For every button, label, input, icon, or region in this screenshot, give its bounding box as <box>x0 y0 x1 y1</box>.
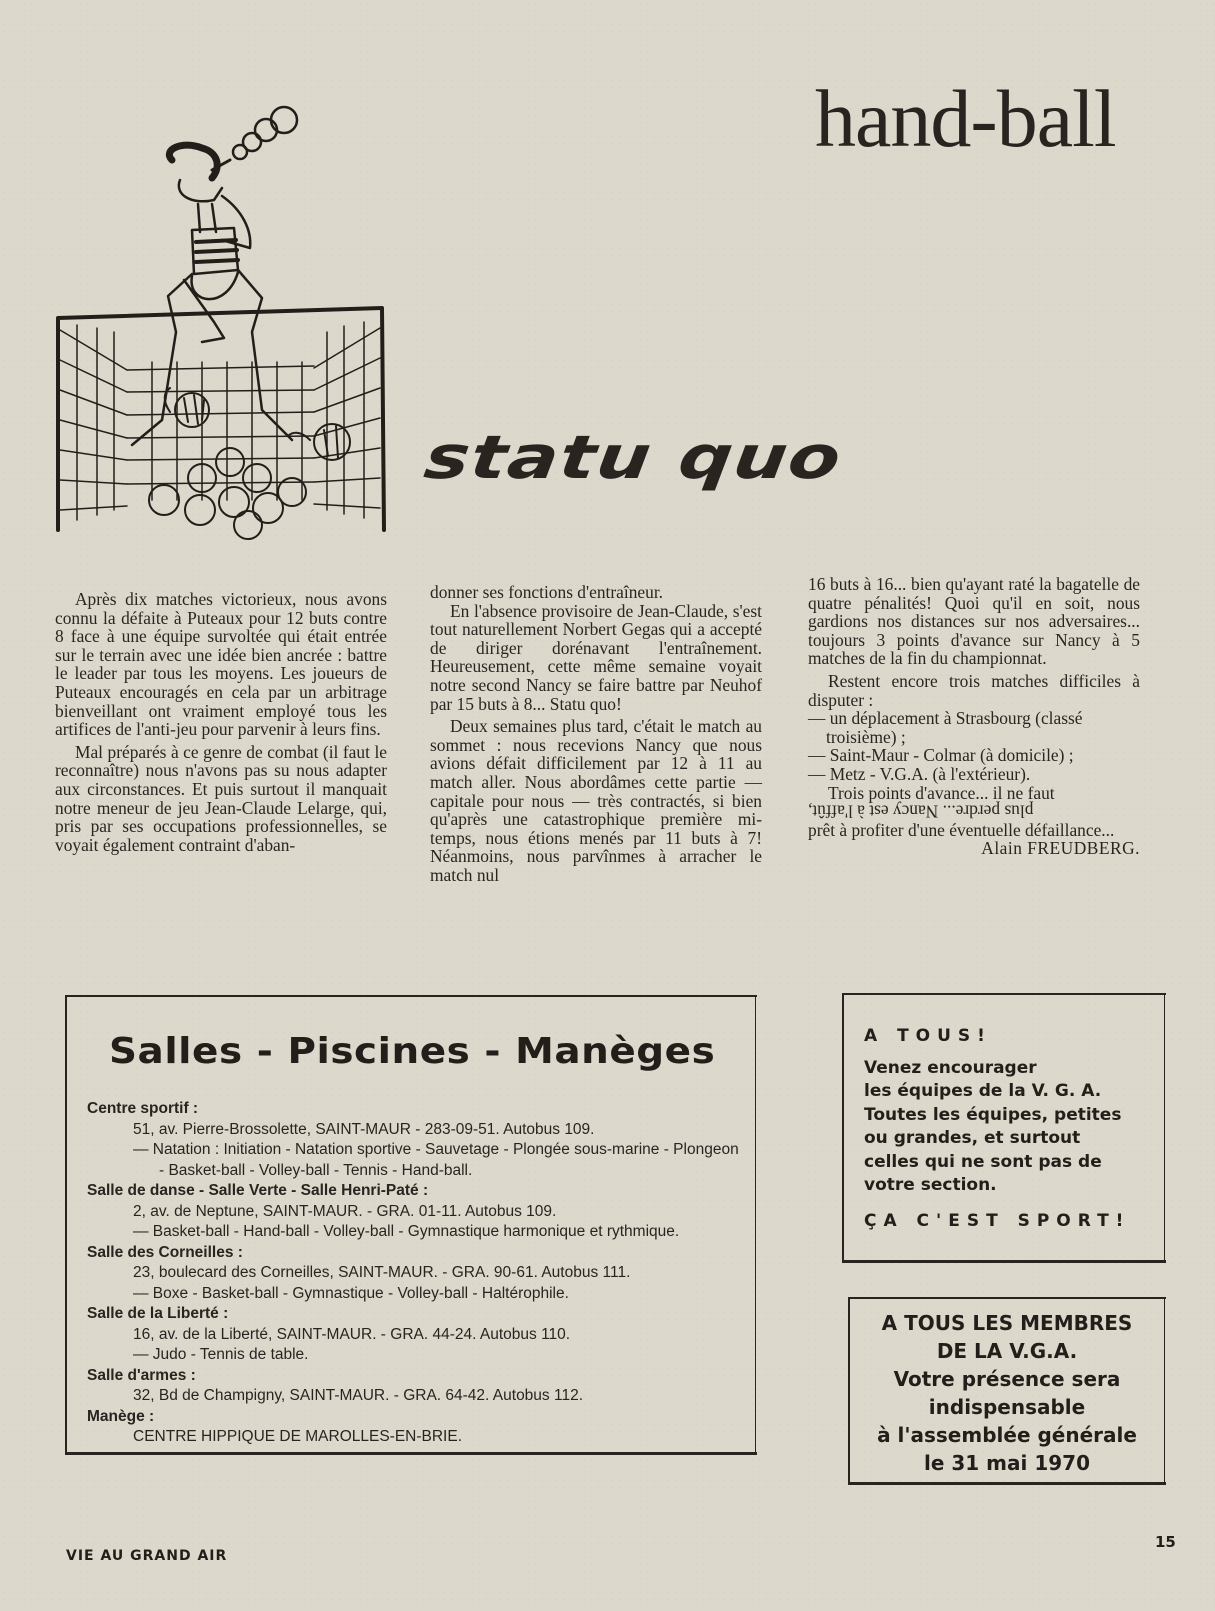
box-border-bottom <box>844 1260 1166 1263</box>
article-paragraph: Après dix matches victorieux, nous avons connu la défaite à Puteaux pour 12 buts contre 8 face à une équipe survoltée qui était entrée sur le terrain avec une idée bien ancrée : battre le leader par tous les moyens. Les joueurs de Puteaux encouragés en cela par un arbitrage bienveillant ont vraiment employé tous les artifices de l'anti-jeu pour parvenir à leurs fins. <box>55 589 387 740</box>
notice-line: celles qui ne sont pas de <box>864 1151 1102 1172</box>
notice-line: votre section. <box>864 1175 997 1195</box>
box-border-top <box>842 993 1166 995</box>
article-column-2 <box>430 583 762 885</box>
notice-line: à l'assemblée générale <box>877 1423 1137 1447</box>
remaining-match: — un déplacement à Strasbourg (classé troisième) ; <box>808 708 1083 747</box>
article-paragraph: 16 buts à 16... bien qu'ayant raté la bagatelle de quatre pénalités! Quoi qu'il en soit, nous gardions nos distances sur nos adversaires... toujours 3 points d'avance sur Nancy à 5 matches de la fin du championnat. <box>808 574 1140 669</box>
article-paragraph: En l'absence provisoire de Jean-Claude, s'est tout naturellement Norbert Gegas qui a accepté de diriger dorénavant l'entraînement. Heureusement, cette même semaine voyait notre second Nancy se faire battre par Neuhof par 15 buts à 8... Statu quo! <box>430 600 762 714</box>
venue-address: 32, Bd de Champigny, SAINT-MAUR. - GRA. 64-42. Autobus 112. <box>133 1387 583 1404</box>
venue-name: Salle d'armes : <box>87 1366 196 1384</box>
article-paragraph: Mal préparés à ce genre de combat (il faut le reconnaître) nous n'avons pas su nous adapter aux circonstances. Et puis surtout il manquait notre meneur de jeu Jean-Claude Lelarge, qui, pris par ses occupations professionnelles, se voyait également contraint d'aban- <box>55 741 387 855</box>
notice-line: DE LA V.G.A. <box>936 1339 1078 1363</box>
venue-address: 51, av. Pierre-Brossolette, SAINT-MAUR - 283-09-51. Autobus 109. <box>133 1120 595 1138</box>
article-paragraph: Trois points d'avance... il ne faut <box>828 782 1055 803</box>
player-figure <box>132 107 297 445</box>
venue <box>87 1243 747 1305</box>
notice-footer: ÇA C'EST SPORT! <box>864 1210 1131 1231</box>
box-border-bottom <box>67 1452 757 1455</box>
facilities-box <box>65 995 756 1455</box>
article-paragraph: Restent encore trois matches difficiles à disputer : <box>808 670 1140 710</box>
venue-address: 16, av. de la Liberté, SAINT-MAUR. - GRA. 44-24. Autobus 110. <box>133 1325 571 1343</box>
handball-goalkeeper-illustration <box>52 100 392 540</box>
section-title: hand-ball <box>815 73 1116 164</box>
venue-address: CENTRE HIPPIQUE DE MAROLLES-EN-BRIE. <box>133 1428 463 1445</box>
notice-line: indispensable <box>928 1395 1086 1419</box>
box-border-top <box>65 995 757 997</box>
article-column-3 <box>808 575 1140 858</box>
notice-line: Venez encourager <box>864 1057 1037 1078</box>
box-border-bottom <box>850 1482 1166 1485</box>
article-column-1 <box>55 590 387 854</box>
notice-line: les équipes de la V. G. A. <box>864 1081 1102 1101</box>
publication-name: VIE AU GRAND AIR <box>66 1548 228 1564</box>
venue <box>87 1366 747 1407</box>
venue-address: 2, av. de Neptune, SAINT-MAUR. - GRA. 01-11. Autobus 109. <box>133 1202 557 1220</box>
notice-heading: A TOUS! <box>864 1026 992 1046</box>
notice-line: le 31 mai 1970 <box>924 1451 1090 1475</box>
venue-name: Salle de danse - Salle Verte - Salle Henri-Paté : <box>87 1182 429 1199</box>
notice-message <box>864 1057 1154 1198</box>
notice-box-all <box>842 993 1165 1263</box>
notice-line: ou grandes, et surtout <box>864 1128 1081 1148</box>
page-number: 15 <box>1155 1533 1176 1551</box>
remaining-match: — Saint-Maur - Colmar (à domicile) ; <box>808 745 1074 766</box>
venue <box>87 1181 747 1243</box>
article-paragraph: Deux semaines plus tard, c'était le match au sommet : nous recevions Nancy que nous avions défait difficilement par 12 à 11 au match aller. Nous abordâmes cette partie — capitale pour nous — très contractés, si bien qu'après une catastrophique première mi-temps, nous étions menés par 11 buts à 7! Néanmoins, nous parvînmes à arracher le match nul <box>430 716 762 885</box>
venue-activities: — Natation : Initiation - Natation sportive - Sauvetage - Plongée sous-marine - Plongeon - Basket-ball - Volley-ball - Tennis - Hand-ball. <box>133 1141 739 1179</box>
venue-name: Salle des Corneilles : <box>87 1243 243 1261</box>
goal-net <box>60 322 380 520</box>
article-paragraph: donner ses fonctions d'entraîneur. <box>430 582 664 602</box>
facilities-list <box>87 1099 747 1448</box>
notice-line: Votre présence sera <box>893 1367 1121 1391</box>
notice-line: A TOUS LES MEMBRES <box>881 1311 1133 1335</box>
box-border-top <box>848 1297 1166 1299</box>
article-paragraph-misprint-line <box>808 802 1140 821</box>
remaining-match: — Metz - V.G.A. (à l'extérieur). <box>808 763 1031 784</box>
article-title: statu quo <box>420 423 846 493</box>
facilities-title: Salles - Piscines - Manèges <box>109 1031 716 1072</box>
author-signature: Alain FREUDBERG. <box>981 838 1140 859</box>
venue-name: Centre sportif : <box>87 1100 199 1117</box>
venue-activities: — Boxe - Basket-ball - Gymnastique - Volley-ball - Haltérophile. <box>133 1284 569 1302</box>
venue <box>87 1099 747 1181</box>
notice-line: Toutes les équipes, petites <box>864 1104 1122 1125</box>
article-paragraph: prêt à profiter d'une éventuelle défaillance... <box>808 819 1115 840</box>
venue-activities: — Basket-ball - Hand-ball - Volley-ball - Gymnastique harmonique et rythmique. <box>133 1223 680 1240</box>
venue-activities: — Judo - Tennis de table. <box>133 1346 309 1363</box>
notice-box-members <box>848 1297 1165 1485</box>
venue-address: 23, boulecard des Corneilles, SAINT-MAUR. - GRA. 90-61. Autobus 111. <box>133 1264 631 1281</box>
venue <box>87 1407 747 1448</box>
venue <box>87 1304 747 1366</box>
venue-name: Manège : <box>87 1407 155 1425</box>
venue-name: Salle de la Liberté : <box>87 1305 229 1322</box>
upside-down-line: plus perdre... Nancy est à l'affût, <box>808 801 1034 822</box>
